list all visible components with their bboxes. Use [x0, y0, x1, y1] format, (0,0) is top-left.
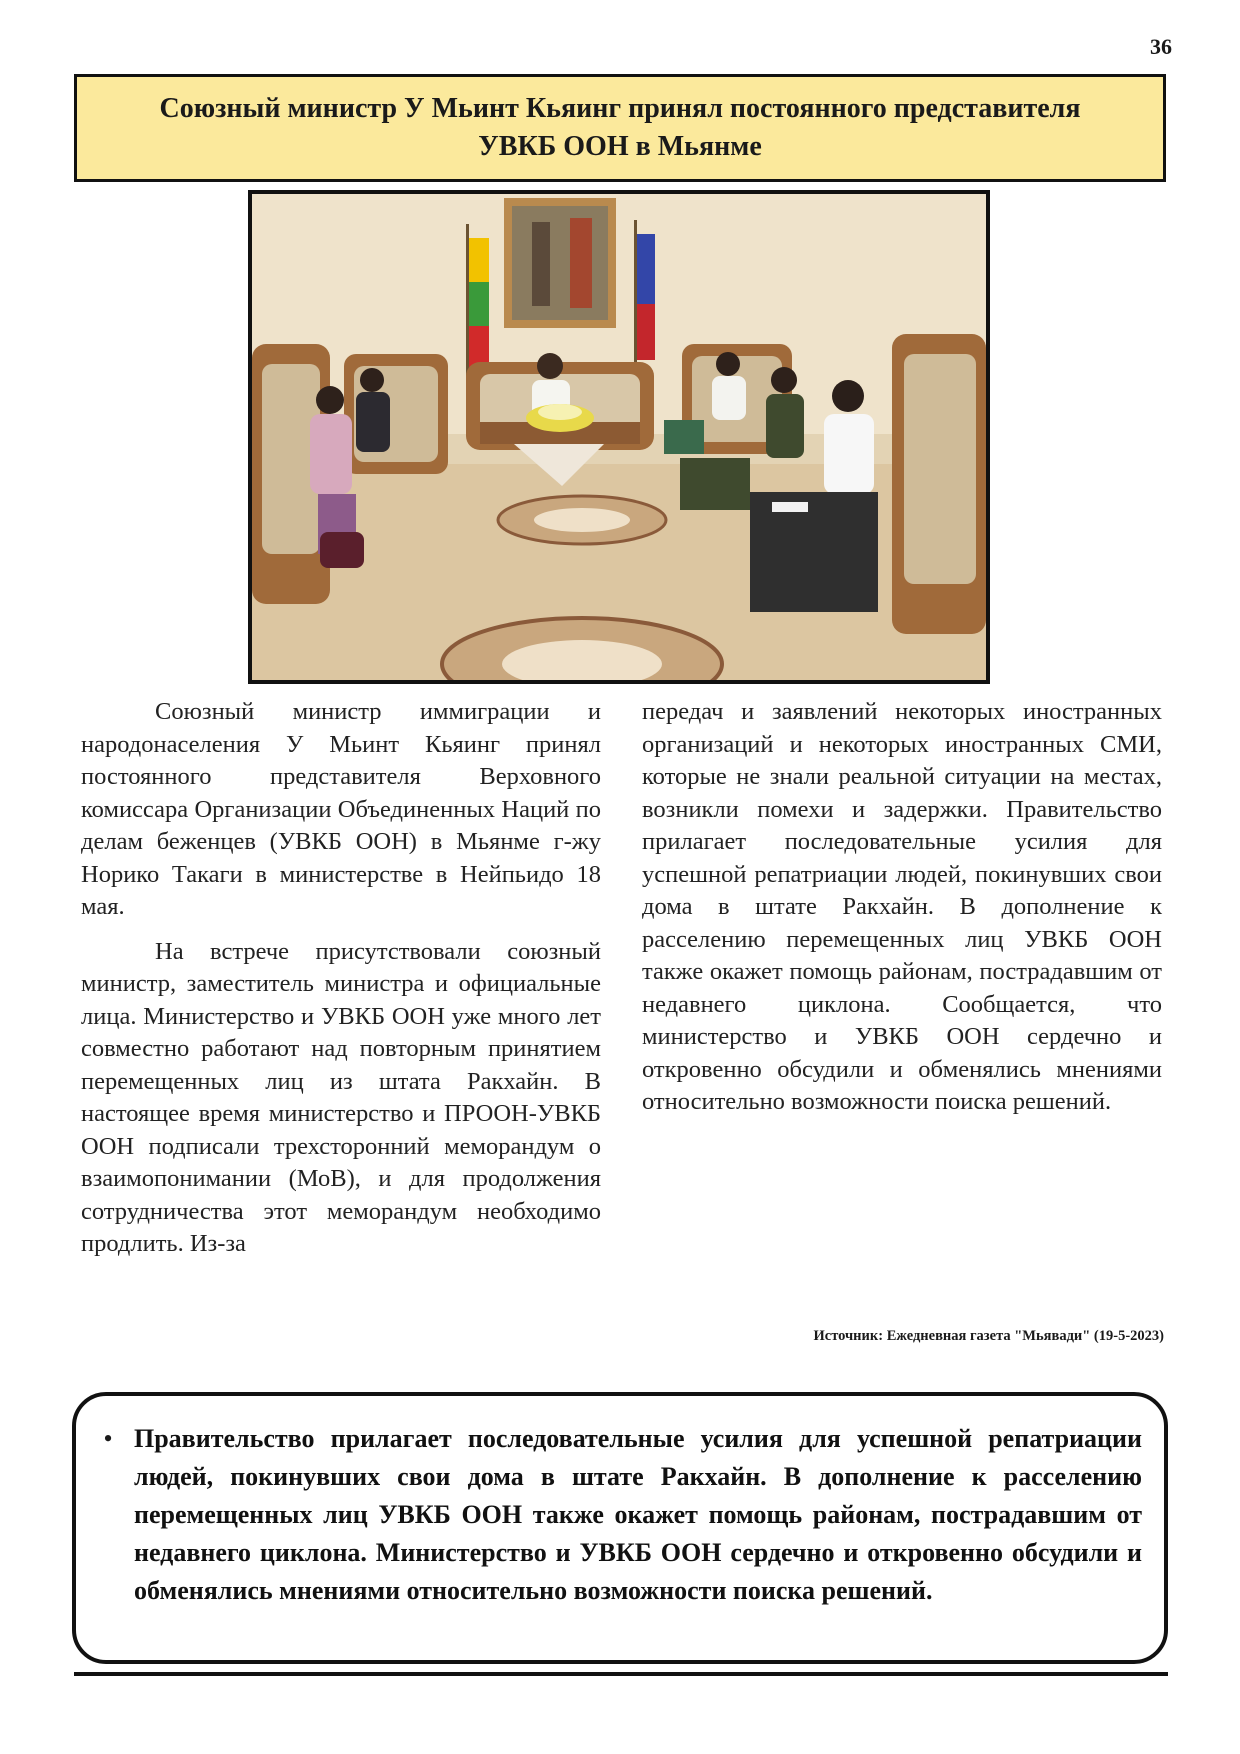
article-title-line-2: УВКБ ООН в Мьянме — [478, 131, 762, 162]
painting — [512, 206, 608, 320]
article-title — [74, 74, 1166, 182]
visitor-1-body — [310, 414, 352, 494]
officer-legs — [680, 458, 750, 510]
article-paragraph-2: На встрече присутствовали союзный министр, заместитель министра и официальные лица. Министерство и УВКБ ООН уже много лет совместно работают над повторным принятием перемещенных лиц из штата Ракхайн. В настоящее время министерство и ПРООН-УВКБ ООН подписали трехсторонний меморандум о взаимопонимании (МоВ), и для продолжения сотрудничества этот меморандум необходимо продлить. Из-за — [81, 937, 601, 1257]
visitor-2-head — [360, 368, 384, 392]
ministry-flag-blue — [637, 234, 655, 304]
official-1-body — [712, 376, 746, 420]
bottom-divider — [74, 1672, 1168, 1676]
officer-2-shirt — [824, 414, 874, 494]
officer-uniform — [766, 394, 804, 458]
notebook — [772, 502, 808, 512]
article-paragraph-3: передач и заявлений некоторых иностранных организаций и некоторых иностранных СМИ, которые не знали реальной ситуации на местах, возникли помехи и задержки. Правительство прилагает последовательные усилия для успешной репатриации людей, покинувших свои дома в штате Ракхайн. В дополнение к расселению перемещенных лиц УВКБ ООН также окажет помощь районам, пострадавшим от недавнего циклона. Сообщается, что министерство и УВКБ ООН сердечно и откровенно обсудили и обменялись мнениями относительно возможности поиска решений. — [642, 698, 1162, 1115]
bullet-icon: • — [103, 1424, 113, 1453]
official-1-head — [716, 352, 740, 376]
visitor-2-body — [356, 392, 390, 452]
flowers-white — [538, 404, 582, 420]
painting-figure-right — [570, 218, 592, 308]
article-column-left — [81, 696, 601, 1273]
painting-figure-left — [532, 222, 550, 306]
visitor-1-head — [316, 386, 344, 414]
officer-head — [771, 367, 797, 393]
round-rug-upper-center — [534, 508, 630, 532]
source-citation: Источник: Ежедневная газета "Мьявади" (19-5-2023) — [813, 1328, 1164, 1344]
official-1-longyi — [664, 420, 704, 454]
officer-2-head — [832, 380, 864, 412]
article-title-line-1: Союзный министр У Мьинт Кьяинг принял постоянного представителя — [159, 93, 1081, 124]
summary-text: Правительство прилагает последовательные усилия для успешной репатриации людей, покинувших свои дома в штате Ракхайн. В дополнение к расселению перемещенных лиц УВКБ ООН также окажет помощь районам, пострадавшим от недавнего циклона. Министерство и УВКБ ООН сердечно и откровенно обсудили и обменялись мнениями относительно возможности поиска решений. — [134, 1424, 1142, 1605]
minister-head — [537, 353, 563, 379]
handbag — [320, 532, 364, 568]
myanmar-flag-green — [469, 282, 489, 326]
article-column-right — [642, 696, 1162, 1131]
right-chair-front-cushion — [904, 354, 976, 584]
ministry-flag-red — [637, 304, 655, 360]
summary-box — [72, 1392, 1168, 1664]
officer-2-skirt — [750, 492, 878, 612]
page-number: 36 — [1150, 34, 1172, 59]
myanmar-flag-yellow — [469, 238, 489, 282]
article-paragraph-1: Союзный министр иммиграции и народонаселения У Мьинт Кьяинг принял постоянного представителя Верховного комиссара Организации Объединенных Наций по делам беженцев (УВКБ ООН) в Мьянме г-жу Норико Такаги в министерстве в Нейпьидо 18 мая. — [81, 698, 601, 920]
meeting-photo-illustration — [252, 194, 986, 680]
meeting-photo — [248, 190, 990, 684]
